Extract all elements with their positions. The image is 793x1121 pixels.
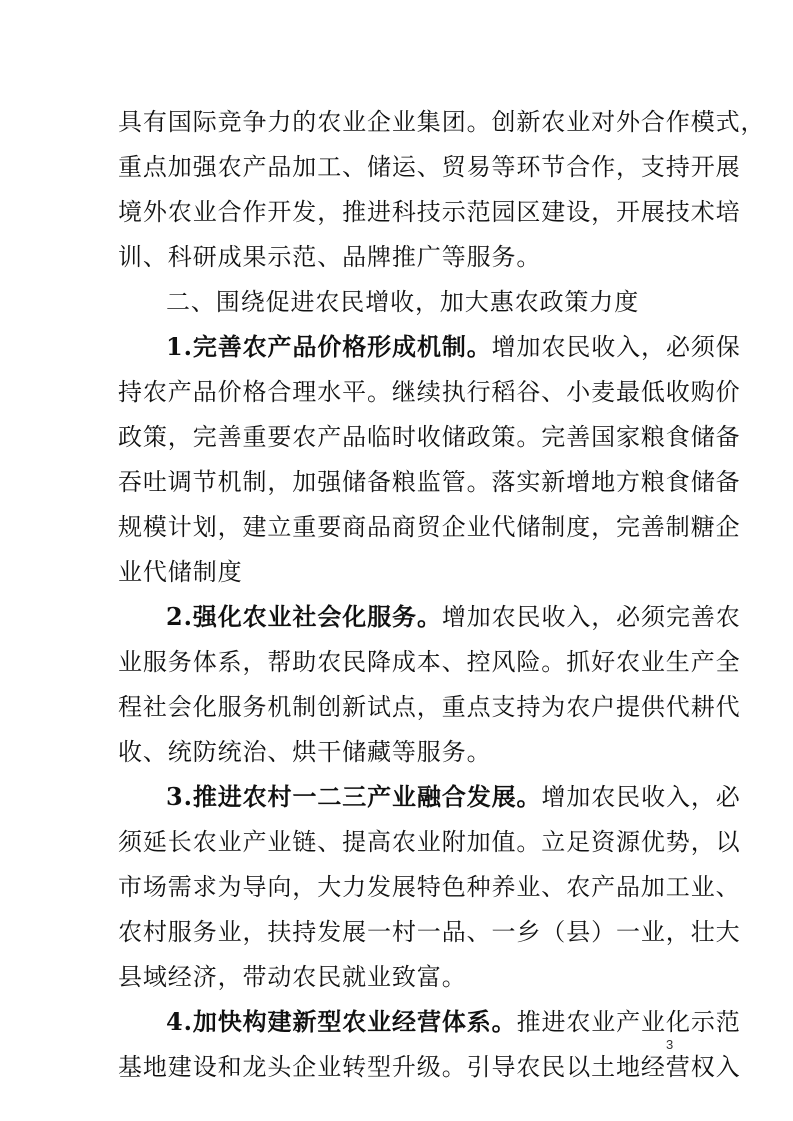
item-title: 1.完善农产品价格形成机制。 — [166, 332, 492, 361]
body-text-line: 须延长农业产业链、提高农业附加值。立足资源优势，以 — [118, 828, 741, 856]
body-text-line: 基地建设和龙头企业转型升级。引导农民以土地经营权入 — [118, 1053, 741, 1081]
item-first-line — [166, 782, 741, 812]
body-text-line: 规模计划，建立重要商品商贸企业代储制度，完善制糖企 — [118, 513, 741, 541]
item-text: 增加农民收入，必须完善农 — [441, 603, 741, 631]
page-number: 3 — [666, 1037, 674, 1052]
item-text: 增加农民收入，必 — [541, 783, 741, 811]
item-title: 3.推进农村一二三产业融合发展。 — [166, 782, 542, 811]
body-text-line: 重点加强农产品加工、储运、贸易等环节合作，支持开展 — [118, 153, 741, 181]
body-text-line: 程社会化服务机制创新试点，重点支持为农户提供代耕代 — [118, 693, 741, 721]
body-text-line: 收、统防统治、烘干储藏等服务。 — [118, 738, 492, 766]
item-text: 推进农业产业化示范 — [516, 1008, 741, 1036]
body-text-line: 政策，完善重要农产品临时收储政策。完善国家粮食储备 — [118, 423, 741, 451]
body-text-line: 县域经济，带动农民就业致富。 — [118, 963, 467, 991]
item-text: 增加农民收入，必须保 — [491, 333, 741, 361]
section-heading: 二、围绕促进农民增收，加大惠农政策力度 — [166, 288, 640, 316]
body-text-line: 农村服务业，扶持发展一村一品、一乡（县）一业，壮大 — [118, 918, 741, 946]
body-text-line: 市场需求为导向，大力发展特色种养业、农产品加工业、 — [118, 873, 741, 901]
item-first-line — [166, 1007, 741, 1037]
item-first-line — [166, 332, 741, 362]
body-text-line: 境外农业合作开发，推进科技示范园区建设，开展技术培 — [118, 198, 741, 226]
item-title: 2.强化农业社会化服务。 — [166, 602, 442, 631]
body-text-line: 持农产品价格合理水平。继续执行稻谷、小麦最低收购价 — [118, 378, 741, 406]
body-text-line: 具有国际竞争力的农业企业集团。创新农业对外合作模式， — [118, 108, 766, 136]
item-title: 4.加快构建新型农业经营体系。 — [166, 1007, 517, 1036]
body-text-line: 训、科研成果示范、品牌推广等服务。 — [118, 243, 542, 271]
item-first-line — [166, 602, 741, 632]
body-text-line: 吞吐调节机制，加强储备粮监管。落实新增地方粮食储备 — [118, 468, 741, 496]
body-text-line: 业服务体系，帮助农民降成本、控风险。抓好农业生产全 — [118, 648, 741, 676]
body-text-line: 业代储制度 — [118, 558, 243, 586]
